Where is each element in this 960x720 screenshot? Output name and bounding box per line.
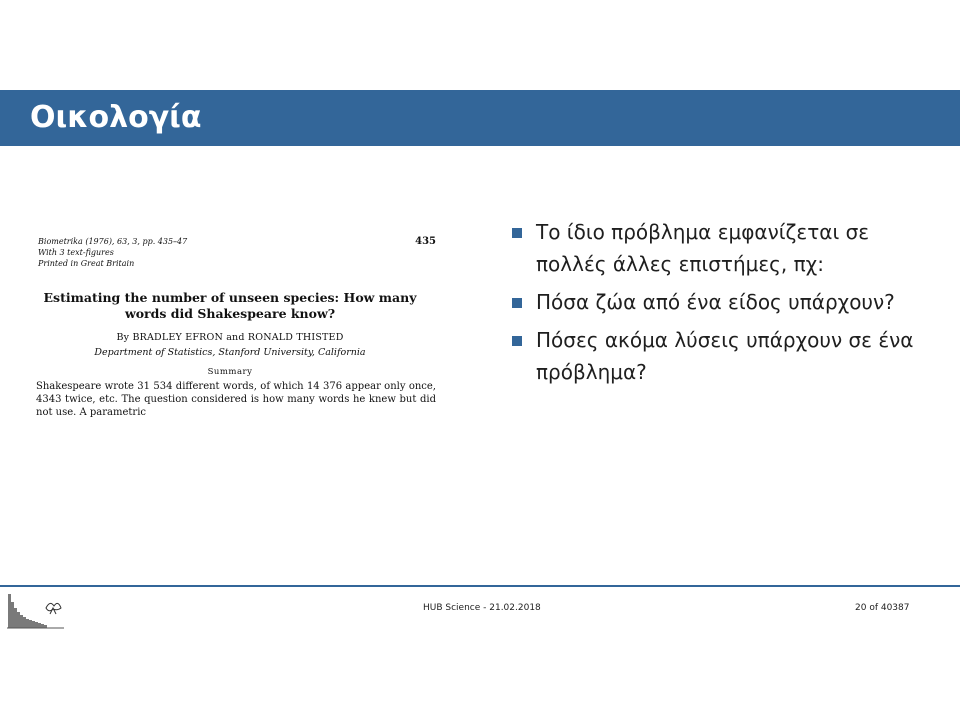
paper-page-number: 435 [415,236,436,247]
footer-divider [0,585,960,587]
bullet-text: Το ίδιο πρόβλημα εμφανίζεται σε πολλές άλλες επιστήμες, πχ: [536,220,870,276]
bullet-item [512,324,932,388]
paper-excerpt [30,230,450,418]
bullet-text: Πόσα ζώα από ένα είδος υπάρχουν? [536,290,895,314]
paper-abstract: Shakespeare wrote 31 534 different words, of which 14 376 appear only once, 4343 twice, etc. The question considered is how many words he knew but did not use. A parametric [36,381,436,418]
footer-event: HUB Science - 21.02.2018 [423,603,541,613]
histogram-logo-icon [6,588,66,630]
square-bullet-icon [512,298,522,308]
bullet-item [512,286,932,318]
paper-title-line-1: Estimating the number of unseen species: How many [43,290,417,305]
square-bullet-icon [512,228,522,238]
bullet-text: Πόσες ακόμα λύσεις υπάρχουν σε ένα πρόβλημα? [536,328,914,384]
paper-title-line-2: words did Shakespeare know? [124,306,336,321]
paper-summary-heading: Summary [207,367,253,377]
paper-department: Department of Statistics, Stanford University, California [94,347,366,358]
square-bullet-icon [512,336,522,346]
title-bar [0,90,960,146]
slide-title: Οικολογία [30,100,202,135]
paper-figures-line: With 3 text-figures [38,248,114,257]
paper-printed-line: Printed in Great Britain [38,259,135,268]
bullet-list [512,216,932,394]
paper-journal-line: Biometrika (1976), 63, 3, pp. 435–47 [38,237,188,246]
footer-page-counter: 20 of 40387 [855,603,910,613]
bullet-item [512,216,932,280]
paper-authors: By BRADLEY EFRON and RONALD THISTED [116,332,344,343]
